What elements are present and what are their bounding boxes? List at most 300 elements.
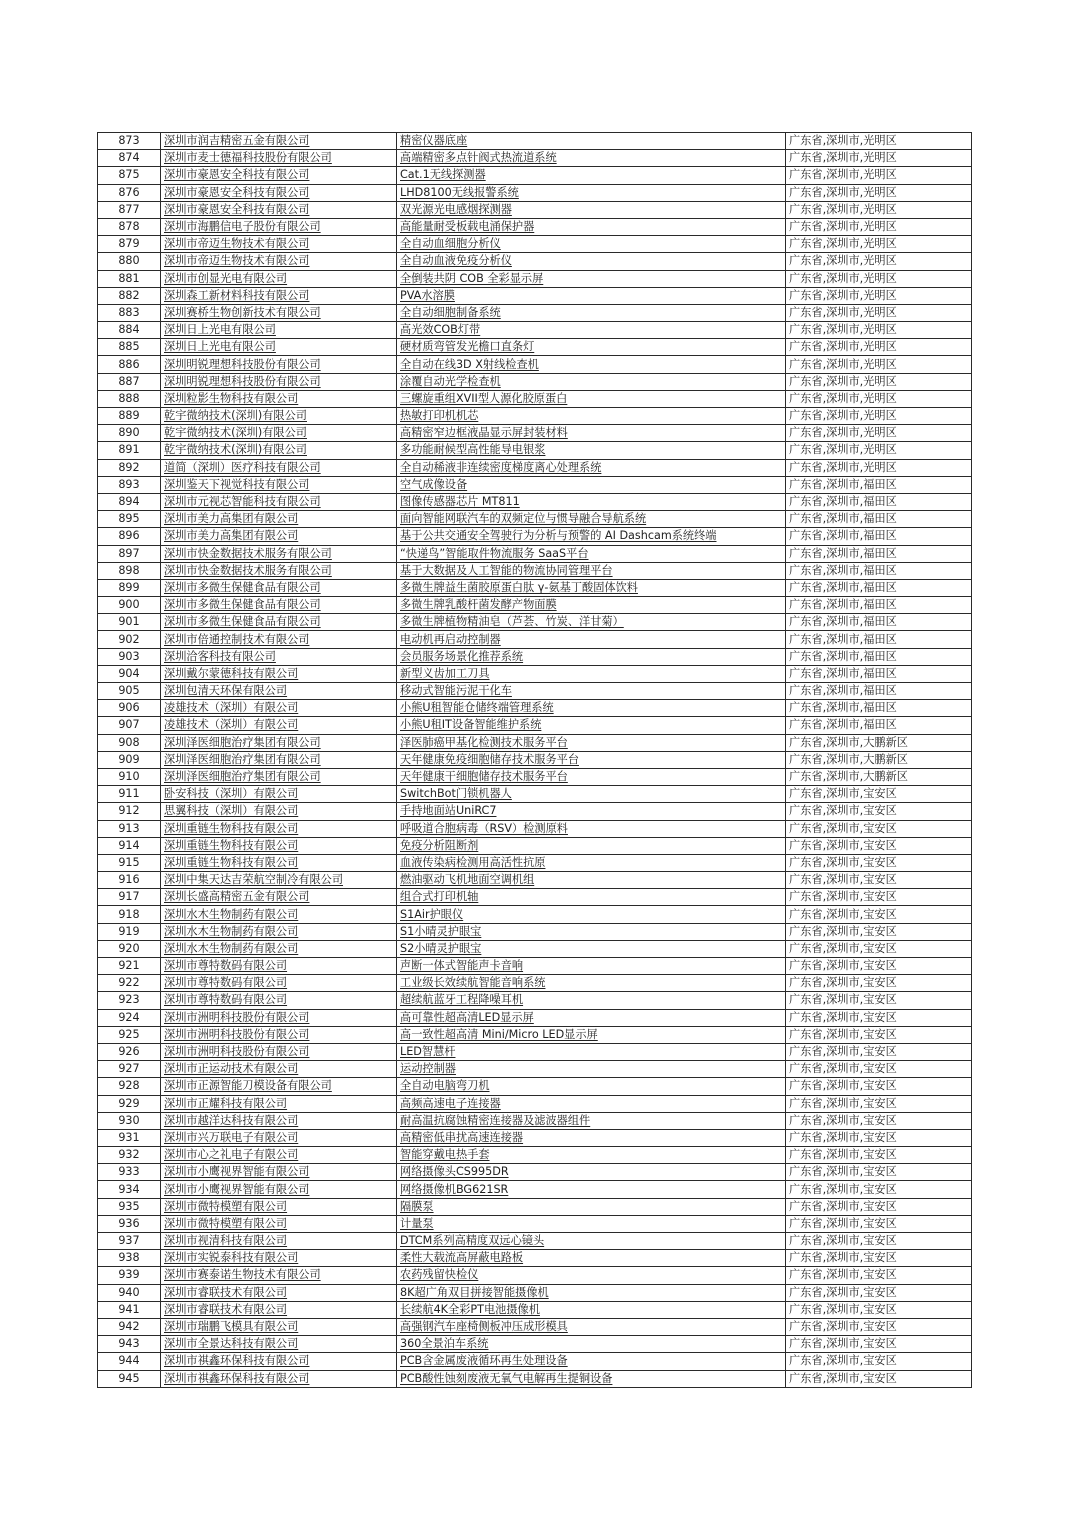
location-cell: 广东省,深圳市,福田区 [786, 476, 972, 493]
product-name-cell: 天年健康免疫细胞储存技术服务平台 [397, 751, 786, 768]
company-name-cell: 深圳市润吉精密五金有限公司 [161, 133, 397, 150]
location-cell: 广东省,深圳市,宝安区 [786, 1301, 972, 1318]
company-name-cell: 深圳市尊特数码有限公司 [161, 975, 397, 992]
company-name-cell: 乾宇微纳技术(深圳)有限公司 [161, 408, 397, 425]
row-number-cell: 880 [98, 253, 161, 270]
product-name-cell: 工业级长效续航智能音响系统 [397, 975, 786, 992]
location-cell: 广东省,深圳市,光明区 [786, 425, 972, 442]
table-row [98, 1250, 972, 1267]
company-name-cell: 卧安科技（深圳）有限公司 [161, 786, 397, 803]
location-cell: 广东省,深圳市,福田区 [786, 579, 972, 596]
row-number-cell: 873 [98, 133, 161, 150]
row-number-cell: 905 [98, 683, 161, 700]
product-name-cell: 基于公共交通安全驾驶行为分析与预警的 AI Dashcam系统终端 [397, 528, 786, 545]
company-name-cell: 深圳包清天环保有限公司 [161, 683, 397, 700]
location-cell: 广东省,深圳市,宝安区 [786, 1318, 972, 1335]
location-cell: 广东省,深圳市,光明区 [786, 373, 972, 390]
table-row [98, 236, 972, 253]
table-row [98, 476, 972, 493]
company-name-cell: 深圳市美力高集团有限公司 [161, 511, 397, 528]
location-cell: 广东省,深圳市,光明区 [786, 133, 972, 150]
company-name-cell: 深圳市全景达科技有限公司 [161, 1336, 397, 1353]
table-row [98, 493, 972, 510]
location-cell: 广东省,深圳市,大鹏新区 [786, 734, 972, 751]
company-name-cell: 深圳明锐理想科技股份有限公司 [161, 373, 397, 390]
location-cell: 广东省,深圳市,光明区 [786, 339, 972, 356]
product-name-cell: 全自动血细胞分析仪 [397, 236, 786, 253]
table-row [98, 940, 972, 957]
company-name-cell: 深圳市快金数据技术服务有限公司 [161, 562, 397, 579]
location-cell: 广东省,深圳市,宝安区 [786, 1353, 972, 1370]
row-number-cell: 892 [98, 459, 161, 476]
table-row [98, 1267, 972, 1284]
row-number-cell: 910 [98, 768, 161, 785]
row-number-cell: 907 [98, 717, 161, 734]
location-cell: 广东省,深圳市,光明区 [786, 167, 972, 184]
location-cell: 广东省,深圳市,光明区 [786, 356, 972, 373]
row-number-cell: 891 [98, 442, 161, 459]
table-row [98, 1284, 972, 1301]
table-row [98, 1078, 972, 1095]
location-cell: 广东省,深圳市,宝安区 [786, 1215, 972, 1232]
product-name-cell: 多功能耐候型高性能导电银浆 [397, 442, 786, 459]
table-row [98, 1181, 972, 1198]
table-row [98, 218, 972, 235]
product-name-cell: 高频高速电子连接器 [397, 1095, 786, 1112]
product-name-cell: S2小晴灵护眼宝 [397, 940, 786, 957]
table-row [98, 339, 972, 356]
location-cell: 广东省,深圳市,宝安区 [786, 1284, 972, 1301]
company-name-cell: 思翼科技（深圳）有限公司 [161, 803, 397, 820]
location-cell: 广东省,深圳市,宝安区 [786, 837, 972, 854]
row-number-cell: 886 [98, 356, 161, 373]
product-name-cell: 多微生牌乳酸杆菌发酵产物面膜 [397, 597, 786, 614]
table-row [98, 803, 972, 820]
product-name-cell: 泽医肺癌甲基化检测技术服务平台 [397, 734, 786, 751]
row-number-cell: 875 [98, 167, 161, 184]
row-number-cell: 911 [98, 786, 161, 803]
table-row [98, 683, 972, 700]
row-number-cell: 930 [98, 1112, 161, 1129]
product-name-cell: 高能量耐受板载电涌保护器 [397, 218, 786, 235]
registry-table [97, 132, 972, 1388]
product-name-cell: 运动控制器 [397, 1061, 786, 1078]
row-number-cell: 884 [98, 322, 161, 339]
row-number-cell: 883 [98, 304, 161, 321]
row-number-cell: 899 [98, 579, 161, 596]
product-name-cell: “快递鸟”智能取件物流服务 SaaS平台 [397, 545, 786, 562]
location-cell: 广东省,深圳市,光明区 [786, 201, 972, 218]
location-cell: 广东省,深圳市,福田区 [786, 700, 972, 717]
location-cell: 广东省,深圳市,光明区 [786, 218, 972, 235]
product-name-cell: 智能穿戴电热手套 [397, 1147, 786, 1164]
company-name-cell: 深圳市帝迈生物技术有限公司 [161, 253, 397, 270]
row-number-cell: 941 [98, 1301, 161, 1318]
row-number-cell: 882 [98, 287, 161, 304]
location-cell: 广东省,深圳市,光明区 [786, 408, 972, 425]
row-number-cell: 927 [98, 1061, 161, 1078]
company-name-cell: 深圳泽医细胞治疗集团有限公司 [161, 768, 397, 785]
table-row [98, 1370, 972, 1387]
row-number-cell: 932 [98, 1147, 161, 1164]
table-row [98, 1009, 972, 1026]
product-name-cell: 高端精密多点针阀式热流道系统 [397, 150, 786, 167]
table-row [98, 304, 972, 321]
location-cell: 广东省,深圳市,宝安区 [786, 889, 972, 906]
company-name-cell: 深圳市多微生保健食品有限公司 [161, 597, 397, 614]
product-name-cell: 高精密低串扰高速连接器 [397, 1129, 786, 1146]
location-cell: 广东省,深圳市,光明区 [786, 304, 972, 321]
row-number-cell: 876 [98, 184, 161, 201]
table-row [98, 1095, 972, 1112]
table-row [98, 1164, 972, 1181]
product-name-cell: 农药残留快检仪 [397, 1267, 786, 1284]
product-name-cell: 全自动电脑弯刀机 [397, 1078, 786, 1095]
company-name-cell: 深圳市创显光电有限公司 [161, 270, 397, 287]
table-row [98, 390, 972, 407]
table-row [98, 906, 972, 923]
product-name-cell: 燃油驱动飞机地面空调机组 [397, 872, 786, 889]
location-cell: 广东省,深圳市,光明区 [786, 236, 972, 253]
row-number-cell: 893 [98, 476, 161, 493]
location-cell: 广东省,深圳市,宝安区 [786, 1061, 972, 1078]
company-name-cell: 深圳市兴万联电子有限公司 [161, 1129, 397, 1146]
table-row [98, 872, 972, 889]
location-cell: 广东省,深圳市,宝安区 [786, 1336, 972, 1353]
company-name-cell: 深圳市正源智能刀模设备有限公司 [161, 1078, 397, 1095]
table-row [98, 889, 972, 906]
row-number-cell: 939 [98, 1267, 161, 1284]
row-number-cell: 881 [98, 270, 161, 287]
location-cell: 广东省,深圳市,光明区 [786, 390, 972, 407]
table-row [98, 992, 972, 1009]
row-number-cell: 874 [98, 150, 161, 167]
product-name-cell: 360全景泊车系统 [397, 1336, 786, 1353]
row-number-cell: 888 [98, 390, 161, 407]
row-number-cell: 889 [98, 408, 161, 425]
product-name-cell: 全自动在线3D X射线检查机 [397, 356, 786, 373]
company-name-cell: 深圳洽客科技有限公司 [161, 648, 397, 665]
company-name-cell: 深圳水木生物制药有限公司 [161, 923, 397, 940]
table-row [98, 751, 972, 768]
location-cell: 广东省,深圳市,福田区 [786, 597, 972, 614]
table-row [98, 768, 972, 785]
row-number-cell: 938 [98, 1250, 161, 1267]
company-name-cell: 深圳市越洋达科技有限公司 [161, 1112, 397, 1129]
product-name-cell: DTCM系列高精度双远心镜头 [397, 1233, 786, 1250]
product-name-cell: 热敏打印机机芯 [397, 408, 786, 425]
product-name-cell: 手持地面站UniRC7 [397, 803, 786, 820]
location-cell: 广东省,深圳市,宝安区 [786, 786, 972, 803]
location-cell: 广东省,深圳市,宝安区 [786, 992, 972, 1009]
table-row [98, 1147, 972, 1164]
product-name-cell: 天年健康干细胞储存技术服务平台 [397, 768, 786, 785]
location-cell: 广东省,深圳市,宝安区 [786, 1267, 972, 1284]
table-row [98, 579, 972, 596]
location-cell: 广东省,深圳市,宝安区 [786, 1147, 972, 1164]
company-name-cell: 深圳市豪恩安全科技有限公司 [161, 201, 397, 218]
row-number-cell: 917 [98, 889, 161, 906]
table-row [98, 545, 972, 562]
company-name-cell: 深圳市赛泰诺生物技术有限公司 [161, 1267, 397, 1284]
product-name-cell: 高光效COB灯带 [397, 322, 786, 339]
location-cell: 广东省,深圳市,光明区 [786, 184, 972, 201]
table-row [98, 511, 972, 528]
company-name-cell: 深圳市海鹏信电子股份有限公司 [161, 218, 397, 235]
company-name-cell: 深圳市快金数据技术服务有限公司 [161, 545, 397, 562]
product-name-cell: 高精密窄边框液晶显示屏封装材料 [397, 425, 786, 442]
product-name-cell: 全自动血液免疫分析仪 [397, 253, 786, 270]
row-number-cell: 928 [98, 1078, 161, 1095]
row-number-cell: 894 [98, 493, 161, 510]
row-number-cell: 895 [98, 511, 161, 528]
product-name-cell: PCB含金属废液循环再生处理设备 [397, 1353, 786, 1370]
location-cell: 广东省,深圳市,宝安区 [786, 958, 972, 975]
row-number-cell: 901 [98, 614, 161, 631]
product-name-cell: 多微生牌益生菌胶原蛋白肽 γ-氨基丁酸固体饮料 [397, 579, 786, 596]
table-row [98, 442, 972, 459]
location-cell: 广东省,深圳市,宝安区 [786, 1026, 972, 1043]
table-row [98, 734, 972, 751]
location-cell: 广东省,深圳市,宝安区 [786, 872, 972, 889]
row-number-cell: 885 [98, 339, 161, 356]
company-name-cell: 深圳市豪恩安全科技有限公司 [161, 167, 397, 184]
row-number-cell: 878 [98, 218, 161, 235]
location-cell: 广东省,深圳市,福田区 [786, 528, 972, 545]
table-row [98, 322, 972, 339]
location-cell: 广东省,深圳市,福田区 [786, 562, 972, 579]
row-number-cell: 879 [98, 236, 161, 253]
table-row [98, 1336, 972, 1353]
row-number-cell: 920 [98, 940, 161, 957]
row-number-cell: 912 [98, 803, 161, 820]
row-number-cell: 925 [98, 1026, 161, 1043]
row-number-cell: 913 [98, 820, 161, 837]
company-name-cell: 深圳市洲明科技股份有限公司 [161, 1043, 397, 1060]
product-name-cell: 三螺旋重组XVII型人源化胶原蛋白 [397, 390, 786, 407]
location-cell: 广东省,深圳市,宝安区 [786, 820, 972, 837]
row-number-cell: 943 [98, 1336, 161, 1353]
product-name-cell: 精密仪器底座 [397, 133, 786, 150]
row-number-cell: 945 [98, 1370, 161, 1387]
company-name-cell: 深圳赛桥生物创新技术有限公司 [161, 304, 397, 321]
company-name-cell: 深圳森工新材料科技有限公司 [161, 287, 397, 304]
company-name-cell: 凌雄技术（深圳）有限公司 [161, 717, 397, 734]
company-name-cell: 深圳重链生物科技有限公司 [161, 820, 397, 837]
company-name-cell: 深圳日上光电有限公司 [161, 339, 397, 356]
table-row [98, 373, 972, 390]
company-name-cell: 深圳市瑞鹏飞模具有限公司 [161, 1318, 397, 1335]
table-row [98, 631, 972, 648]
company-name-cell: 深圳市小鹰视界智能有限公司 [161, 1181, 397, 1198]
row-number-cell: 896 [98, 528, 161, 545]
table-row [98, 700, 972, 717]
row-number-cell: 906 [98, 700, 161, 717]
table-row [98, 958, 972, 975]
company-name-cell: 深圳市祺鑫环保科技有限公司 [161, 1353, 397, 1370]
table-row [98, 253, 972, 270]
company-name-cell: 深圳市心之礼电子有限公司 [161, 1147, 397, 1164]
product-name-cell: 小熊U租IT设备智能维护系统 [397, 717, 786, 734]
location-cell: 广东省,深圳市,宝安区 [786, 923, 972, 940]
table-row [98, 648, 972, 665]
product-name-cell: PCB酸性蚀刻废液无氧气电解再生提铜设备 [397, 1370, 786, 1387]
row-number-cell: 914 [98, 837, 161, 854]
product-name-cell: 高可靠性超高清LED显示屏 [397, 1009, 786, 1026]
table-row [98, 1215, 972, 1232]
product-name-cell: 高一致性超高清 Mini/Micro LED显示屏 [397, 1026, 786, 1043]
table-row [98, 665, 972, 682]
location-cell: 广东省,深圳市,宝安区 [786, 1198, 972, 1215]
location-cell: 广东省,深圳市,光明区 [786, 150, 972, 167]
company-name-cell: 乾宇微纳技术(深圳)有限公司 [161, 442, 397, 459]
location-cell: 广东省,深圳市,宝安区 [786, 1233, 972, 1250]
table-row [98, 1198, 972, 1215]
table-row [98, 614, 972, 631]
product-name-cell: 新型义齿加工刀具 [397, 665, 786, 682]
table-row [98, 597, 972, 614]
location-cell: 广东省,深圳市,宝安区 [786, 1181, 972, 1198]
company-name-cell: 深圳重链生物科技有限公司 [161, 854, 397, 871]
company-name-cell: 深圳市洲明科技股份有限公司 [161, 1026, 397, 1043]
location-cell: 广东省,深圳市,光明区 [786, 270, 972, 287]
company-name-cell: 深圳市洲明科技股份有限公司 [161, 1009, 397, 1026]
table-row [98, 820, 972, 837]
location-cell: 广东省,深圳市,宝安区 [786, 854, 972, 871]
company-name-cell: 深圳市正耀科技有限公司 [161, 1095, 397, 1112]
company-name-cell: 深圳市微特模塑有限公司 [161, 1198, 397, 1215]
company-name-cell: 深圳鉴天下视觉科技有限公司 [161, 476, 397, 493]
product-name-cell: 隔膜泵 [397, 1198, 786, 1215]
product-name-cell: 全自动稀液非连续密度梯度离心处理系统 [397, 459, 786, 476]
product-name-cell: 免疫分析阻断剂 [397, 837, 786, 854]
table-row [98, 1112, 972, 1129]
location-cell: 广东省,深圳市,福田区 [786, 614, 972, 631]
product-name-cell: Cat.1无线探测器 [397, 167, 786, 184]
company-name-cell: 深圳市美力高集团有限公司 [161, 528, 397, 545]
location-cell: 广东省,深圳市,宝安区 [786, 940, 972, 957]
product-name-cell: 基于大数据及人工智能的物流协同管理平台 [397, 562, 786, 579]
product-name-cell: 8K超广角双目拼接智能摄像机 [397, 1284, 786, 1301]
company-name-cell: 深圳戴尔蒙德科技有限公司 [161, 665, 397, 682]
location-cell: 广东省,深圳市,光明区 [786, 442, 972, 459]
location-cell: 广东省,深圳市,福田区 [786, 665, 972, 682]
product-name-cell: 图像传感器芯片 MT811 [397, 493, 786, 510]
table-row [98, 923, 972, 940]
company-name-cell: 深圳市实锐泰科技有限公司 [161, 1250, 397, 1267]
row-number-cell: 933 [98, 1164, 161, 1181]
product-name-cell: LHD8100无线报警系统 [397, 184, 786, 201]
table-row [98, 425, 972, 442]
table-row [98, 459, 972, 476]
company-name-cell: 深圳市帝迈生物技术有限公司 [161, 236, 397, 253]
company-name-cell: 深圳水木生物制药有限公司 [161, 906, 397, 923]
location-cell: 广东省,深圳市,宝安区 [786, 1009, 972, 1026]
row-number-cell: 921 [98, 958, 161, 975]
location-cell: 广东省,深圳市,大鹏新区 [786, 768, 972, 785]
company-name-cell: 深圳重链生物科技有限公司 [161, 837, 397, 854]
location-cell: 广东省,深圳市,福田区 [786, 493, 972, 510]
row-number-cell: 909 [98, 751, 161, 768]
row-number-cell: 935 [98, 1198, 161, 1215]
row-number-cell: 903 [98, 648, 161, 665]
table-row [98, 408, 972, 425]
row-number-cell: 898 [98, 562, 161, 579]
row-number-cell: 916 [98, 872, 161, 889]
row-number-cell: 944 [98, 1353, 161, 1370]
row-number-cell: 929 [98, 1095, 161, 1112]
table-row [98, 854, 972, 871]
location-cell: 广东省,深圳市,宝安区 [786, 1112, 972, 1129]
company-name-cell: 深圳市睿联技术有限公司 [161, 1301, 397, 1318]
company-name-cell: 深圳市微特模塑有限公司 [161, 1215, 397, 1232]
product-name-cell: 硬材质弯管发光檐口直条灯 [397, 339, 786, 356]
row-number-cell: 900 [98, 597, 161, 614]
table-row [98, 1129, 972, 1146]
company-name-cell: 深圳市豪恩安全科技有限公司 [161, 184, 397, 201]
row-number-cell: 887 [98, 373, 161, 390]
company-name-cell: 道简（深圳）医疗科技有限公司 [161, 459, 397, 476]
location-cell: 广东省,深圳市,宝安区 [786, 1129, 972, 1146]
product-name-cell: 全倒装共阴 COB 全彩显示屏 [397, 270, 786, 287]
company-name-cell: 深圳水木生物制药有限公司 [161, 940, 397, 957]
product-name-cell: 声断一体式智能声卡音响 [397, 958, 786, 975]
product-name-cell: SwitchBot门锁机器人 [397, 786, 786, 803]
row-number-cell: 931 [98, 1129, 161, 1146]
product-name-cell: S1Air护眼仪 [397, 906, 786, 923]
row-number-cell: 902 [98, 631, 161, 648]
location-cell: 广东省,深圳市,宝安区 [786, 1250, 972, 1267]
product-name-cell: 电动机再启动控制器 [397, 631, 786, 648]
company-name-cell: 深圳市倍通控制技术有限公司 [161, 631, 397, 648]
row-number-cell: 877 [98, 201, 161, 218]
location-cell: 广东省,深圳市,宝安区 [786, 1043, 972, 1060]
table-row [98, 1318, 972, 1335]
company-name-cell: 深圳粒影生物科技有限公司 [161, 390, 397, 407]
row-number-cell: 924 [98, 1009, 161, 1026]
location-cell: 广东省,深圳市,宝安区 [786, 1078, 972, 1095]
product-name-cell: 组合式打印机轴 [397, 889, 786, 906]
location-cell: 广东省,深圳市,福田区 [786, 648, 972, 665]
product-name-cell: 血液传染病检测用高活性抗原 [397, 854, 786, 871]
row-number-cell: 937 [98, 1233, 161, 1250]
table-row [98, 1061, 972, 1078]
table-row [98, 201, 972, 218]
row-number-cell: 890 [98, 425, 161, 442]
location-cell: 广东省,深圳市,光明区 [786, 459, 972, 476]
location-cell: 广东省,深圳市,光明区 [786, 253, 972, 270]
row-number-cell: 915 [98, 854, 161, 871]
location-cell: 广东省,深圳市,大鹏新区 [786, 751, 972, 768]
product-name-cell: 全自动细胞制备系统 [397, 304, 786, 321]
table-row [98, 1026, 972, 1043]
product-name-cell: 耐高温抗腐蚀精密连接器及滤波器组件 [397, 1112, 786, 1129]
table-row [98, 975, 972, 992]
product-name-cell: 小熊U租智能仓储终端管理系统 [397, 700, 786, 717]
product-name-cell: 呼吸道合胞病毒（RSV）检测原料 [397, 820, 786, 837]
row-number-cell: 908 [98, 734, 161, 751]
product-name-cell: 超续航蓝牙工程降噪耳机 [397, 992, 786, 1009]
row-number-cell: 942 [98, 1318, 161, 1335]
row-number-cell: 919 [98, 923, 161, 940]
table-row [98, 528, 972, 545]
location-cell: 广东省,深圳市,宝安区 [786, 1164, 972, 1181]
location-cell: 广东省,深圳市,光明区 [786, 287, 972, 304]
product-name-cell: 移动式智能污泥干化车 [397, 683, 786, 700]
location-cell: 广东省,深圳市,宝安区 [786, 1095, 972, 1112]
table-row [98, 717, 972, 734]
table-row [98, 1353, 972, 1370]
